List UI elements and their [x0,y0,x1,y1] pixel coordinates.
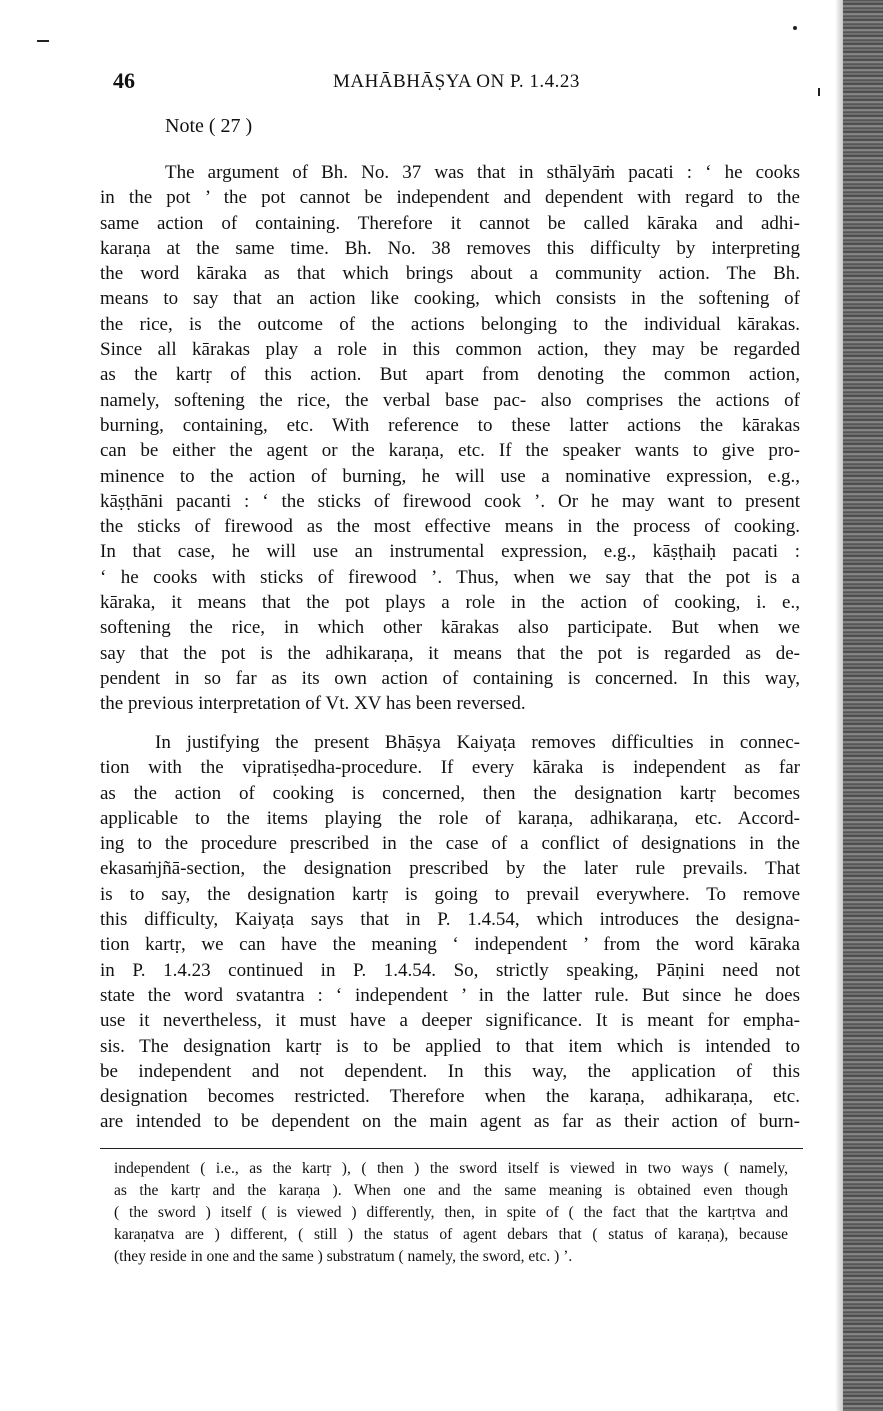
footnote-line: independent ( i.e., as the kartṛ ), ( then ) the sword itself is viewed in two ways ( namely, [114,1160,788,1177]
text-line: can be either the agent or the karaṇa, etc. If the speaker wants to give pro- [100,440,800,462]
text-line: ekasaṁjñā-section, the designation prescribed by the later rule prevails. That [100,858,800,880]
text-line: the sticks of firewood as the most effective means in the process of cooking. [100,516,800,538]
text-line: namely, softening the rice, the verbal base pac- also comprises the actions of [100,389,800,411]
text-line: means to say that an action like cooking, which consists in the softening of [100,288,800,310]
text-line: tion kartṛ, we can have the meaning ‘ independent ’ from the word kāraka [100,934,800,956]
text-line: burning, containing, etc. With reference to these latter actions the kārakas [100,414,800,436]
text-line: ing to the procedure prescribed in the case of a conflict of designations in the [100,833,800,855]
text-line: applicable to the items playing the role of karaṇa, adhikaraṇa, etc. Accord- [100,807,800,829]
text-line: tion with the vipratiṣedha-procedure. If every kāraka is independent as far [100,757,800,779]
text-line: kāraka, it means that the pot plays a role in the action of cooking, i. e., [100,592,800,614]
text-line: be independent and not dependent. In this way, the application of this [100,1060,800,1082]
text-line: Since all kārakas play a role in this common action, they may be regarded [100,339,800,361]
text-line: as the kartṛ of this action. But apart from denoting the common action, [100,364,800,386]
text-line: same action of containing. Therefore it cannot be called kāraka and adhi- [100,212,800,234]
text-line: in the pot ’ the pot cannot be independent and dependent with regard to the [100,187,800,209]
text-line: as the action of cooking is concerned, then the designation kartṛ becomes [100,782,800,804]
footnote-line: as the kartṛ and the karaṇa ). When one and the same meaning is obtained even though [114,1182,788,1199]
text-line: pendent in so far as its own action of containing is concerned. In this way, [100,667,800,689]
note-heading: Note ( 27 ) [165,115,253,137]
text-line: use it nevertheless, it must have a deeper significance. It is meant for empha- [100,1010,800,1032]
paragraph-1 [100,160,800,717]
text-line: minence to the action of burning, he will use a nominative expression, e.g., [100,465,800,487]
text-line: ‘ he cooks with sticks of firewood ’. Thus, when we say that the pot is a [100,566,800,588]
text-line: state the word svatantra : ‘ independent ’ in the latter rule. But since he does [100,984,800,1006]
text-line: kāṣṭhāni pacanti : ‘ the sticks of firewood cook ’. Or he may want to present [100,490,800,512]
footnote-line: karaṇatva are ) different, ( still ) the status of agent debars that ( status of karaṇa), because [114,1226,788,1243]
text-line: the word kāraka as that which brings about a community action. The Bh. [100,263,800,285]
text-line: are intended to be dependent on the main agent as far as their action of burn- [100,1111,800,1133]
scan-mark [37,40,49,42]
text-line: the previous interpretation of Vt. XV has been reversed. [100,693,526,715]
scan-edge-shadow [843,0,883,1411]
text-line: softening the rice, in which other kārakas also participate. But when we [100,617,800,639]
paragraph-2 [100,730,800,1135]
running-title: MAHĀBHĀṢYA ON P. 1.4.23 [333,71,580,92]
text-line: say that the pot is the adhikaraṇa, it means that the pot is regarded as de- [100,642,800,664]
scan-mark [818,88,820,96]
scan-mark [793,26,797,30]
footnote [114,1158,788,1268]
text-line: The argument of Bh. No. 37 was that in sthālyāṁ pacati : ‘ he cooks [165,162,800,183]
text-line: In justifying the present Bhāṣya Kaiyaṭa removes difficulties in connec- [155,732,800,753]
text-line: karaṇa at the same time. Bh. No. 38 removes this difficulty by interpreting [100,237,800,259]
text-line: in P. 1.4.23 continued in P. 1.4.54. So, strictly speaking, Pāṇini need not [100,959,800,981]
text-line: sis. The designation kartṛ is to be applied to that item which is intended to [100,1035,800,1057]
text-line: In that case, he will use an instrumental expression, e.g., kāṣṭhaiḥ pacati : [100,541,800,563]
footnote-line: (they reside in one and the same ) substratum ( namely, the sword, etc. ) ’. [114,1248,573,1265]
text-line: the rice, is the outcome of the actions belonging to the individual kārakas. [100,313,800,335]
footnote-divider [100,1148,803,1149]
text-line: this difficulty, Kaiyaṭa says that in P. 1.4.54, which introduces the designa- [100,909,800,931]
page-number: 46 [113,68,135,93]
footnote-line: ( the sword ) itself ( is viewed ) differently, then, in spite of ( the fact that the kartṛtva and [114,1204,788,1221]
text-line: is to say, the designation kartṛ is going to prevail everywhere. To remove [100,883,800,905]
text-line: designation becomes restricted. Therefore when the karaṇa, adhikaraṇa, etc. [100,1086,800,1108]
